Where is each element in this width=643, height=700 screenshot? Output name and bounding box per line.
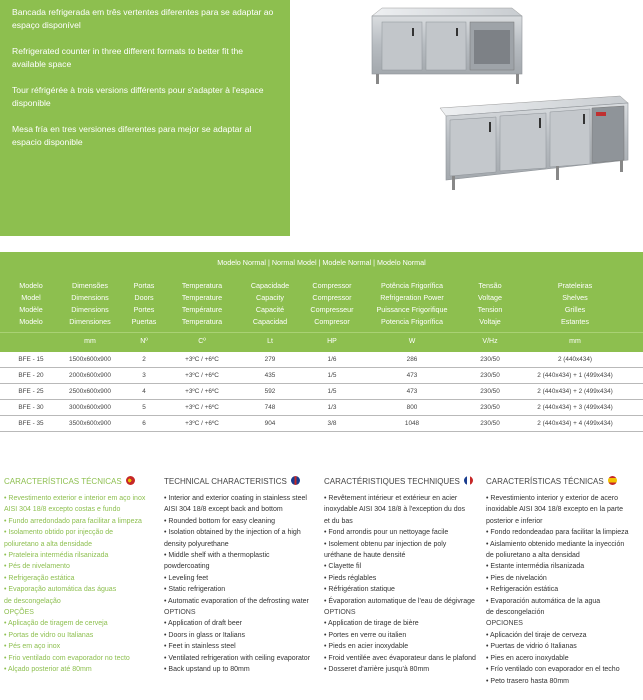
characteristic-item: de descongelação bbox=[4, 597, 61, 605]
characteristics-pt bbox=[4, 475, 160, 676]
characteristics-fr bbox=[324, 475, 480, 676]
table-cell: 230/50 bbox=[480, 372, 500, 379]
characteristics-es bbox=[486, 475, 642, 687]
large-counter bbox=[440, 96, 628, 190]
characteristic-item: • Isolation obtained by the injection of a high bbox=[164, 529, 301, 537]
spec-table bbox=[0, 252, 643, 432]
counter-illustration bbox=[290, 0, 643, 236]
characteristic-item: • Portes en verre ou italien bbox=[324, 631, 407, 639]
characteristic-item: • Frio ventilado com evaporador no tecto bbox=[4, 654, 130, 662]
characteristic-item: • Froid ventilée avec évaporateur dans le plafond bbox=[324, 654, 476, 662]
product-photos bbox=[290, 0, 643, 236]
table-header bbox=[0, 274, 643, 332]
table-cell: 2 (440x434) bbox=[557, 356, 593, 363]
unit-shelves: mm bbox=[569, 338, 581, 345]
table-cell: 1048 bbox=[404, 420, 420, 427]
characteristic-item: OPÇÕES bbox=[4, 609, 34, 617]
table-cell: 904 bbox=[264, 420, 276, 427]
table-body bbox=[0, 352, 643, 432]
characteristic-item: • Aplicação de tiragem de cerveja bbox=[4, 620, 108, 628]
characteristic-item: • Static refrigeration bbox=[164, 586, 226, 594]
characteristic-item: • Automatic evaporation of the defrosting water bbox=[164, 597, 309, 605]
header-voltage: Tensão Voltage Tension Voltaje bbox=[477, 281, 503, 326]
portugal-flag-icon bbox=[126, 476, 135, 485]
characteristic-item: • Back upstand up to 80mm bbox=[164, 666, 250, 674]
characteristic-item: • Leveling feet bbox=[164, 574, 209, 582]
characteristic-item: • Interior and exterior coating in stainless steel bbox=[164, 495, 307, 502]
characteristic-item: poliuretano a alta densidade bbox=[4, 540, 92, 548]
characteristics-en-title: TECHNICAL CHARACTERISTICS bbox=[164, 475, 320, 493]
header-capacity: Capacidade Capacity Capacité Capacidad bbox=[250, 281, 290, 326]
table-row bbox=[0, 400, 643, 416]
header-dimensions: Dimensões Dimensions Dimensions Dimensiones bbox=[69, 281, 111, 326]
unit-power: W bbox=[408, 338, 416, 345]
characteristic-item: density polyurethane bbox=[164, 540, 229, 548]
table-cell: 3/8 bbox=[327, 420, 337, 427]
table-cell: BFE - 35 bbox=[18, 420, 44, 427]
table-cell: 3 bbox=[142, 372, 146, 379]
characteristic-item: AISI 304 18/8 excepto costas e fundo bbox=[4, 506, 121, 514]
table-cell: 2 bbox=[142, 356, 146, 363]
table-cell: 2 (440x434) + 4 (499x434) bbox=[537, 420, 613, 427]
characteristic-item: OPTIONS bbox=[324, 609, 356, 617]
characteristic-item: • Fundo arredondado para facilitar a limpeza bbox=[4, 517, 142, 525]
table-cell: 5 bbox=[142, 404, 146, 411]
table-cell: 1500x600x900 bbox=[69, 356, 111, 363]
characteristic-item: • Alçado posterior até 80mm bbox=[4, 666, 92, 674]
table-cell: 230/50 bbox=[480, 420, 500, 427]
characteristic-item: • Revestimento exterior e interior em aço inox bbox=[4, 495, 146, 502]
characteristic-item: • Dosseret d'arrière jusqu'à 80mm bbox=[324, 666, 430, 674]
characteristic-item: inoxidable AISI 304 18/8 excepto en la parte bbox=[486, 506, 623, 514]
characteristic-item: posterior e inferior bbox=[486, 517, 543, 525]
characteristic-item: powdercoating bbox=[164, 563, 210, 571]
characteristic-item: • Revestimiento interior y exterior de acero bbox=[486, 495, 619, 502]
table-row bbox=[0, 368, 643, 384]
table-row bbox=[0, 384, 643, 400]
table-cell: 473 bbox=[406, 388, 418, 395]
unit-doors: Nº bbox=[140, 338, 148, 345]
table-cell: 3000x600x900 bbox=[69, 404, 111, 411]
characteristic-item: • Refrigeración estática bbox=[486, 586, 559, 594]
characteristic-item: • Prateleira intermédia rilsanizada bbox=[4, 552, 109, 560]
characteristic-item: de descongelación bbox=[486, 609, 545, 617]
characteristic-item: • Pés de nivelamento bbox=[4, 563, 70, 571]
characteristic-item: • Portas de vidro ou Italianas bbox=[4, 631, 94, 639]
table-cell: BFE - 15 bbox=[18, 356, 44, 363]
table-cell: 286 bbox=[406, 356, 418, 363]
characteristic-item: • Fond arrondis pour un nettoyage facile bbox=[324, 529, 449, 537]
table-cell: 279 bbox=[264, 356, 276, 363]
characteristic-item: • Clayette fil bbox=[324, 563, 362, 571]
table-cell: 1/3 bbox=[327, 404, 337, 411]
table-cell: +3ºC / +6ºC bbox=[185, 388, 219, 395]
characteristics-es-title: CARACTERÍSTICAS TÉCNICAS bbox=[486, 475, 642, 493]
table-cell: 2 (440x434) + 2 (499x434) bbox=[537, 388, 613, 395]
model-bar: Modelo Normal | Normal Model | Modele Normal | Modelo Normal bbox=[0, 252, 643, 274]
table-cell: 2 (440x434) + 1 (499x434) bbox=[537, 372, 613, 379]
characteristics-en bbox=[164, 475, 320, 676]
characteristic-item: • Pies en acero inoxydable bbox=[486, 654, 569, 662]
characteristic-item: • Aplicación del tiraje de cerveza bbox=[486, 631, 587, 639]
characteristic-item: • Revêtement intérieur et extérieur en acier bbox=[324, 495, 458, 502]
unit-voltage: V/Hz bbox=[482, 338, 498, 345]
characteristic-item: • Isolement obtenu par injection de poly bbox=[324, 540, 447, 548]
spain-flag-icon bbox=[608, 476, 617, 485]
characteristic-item: • Fondo redondeadao para facilitar la limpieza bbox=[486, 529, 629, 537]
table-cell: 4 bbox=[142, 388, 146, 395]
characteristic-item: • Refrigeração estática bbox=[4, 574, 75, 582]
table-cell: 435 bbox=[264, 372, 276, 379]
characteristic-item: • Evaporación automática de la agua bbox=[486, 597, 601, 605]
characteristic-item: • Évaporation automatique de l'eau de dégivrage bbox=[324, 597, 475, 605]
characteristic-item: AISI 304 18/8 except back and bottom bbox=[164, 506, 283, 514]
intro-panel bbox=[0, 0, 290, 236]
characteristic-item: • Pieds réglables bbox=[324, 574, 377, 582]
characteristic-item: • Réfrigération statique bbox=[324, 586, 395, 594]
characteristic-item: • Isolamento obtido por injecção de bbox=[4, 529, 114, 537]
header-doors: Portas Doors Portes Puertas bbox=[131, 281, 157, 326]
characteristic-item: • Puertas de vidrio ó Italianas bbox=[486, 643, 577, 651]
characteristic-item: inoxydable AISI 304 18/8 à l'exception du dos bbox=[324, 506, 466, 514]
intro-en: Refrigerated counter in three different formats to better fit the available space bbox=[12, 46, 244, 69]
small-counter bbox=[372, 8, 522, 84]
characteristic-item: • Ventilated refrigeration with ceiling evaporator bbox=[164, 654, 311, 662]
characteristic-item: • Peto trasero hasta 80mm bbox=[486, 677, 569, 685]
table-row bbox=[0, 416, 643, 432]
table-cell: 2500x600x900 bbox=[69, 388, 111, 395]
header-temperature: Temperatura Temperature Température Temperatura bbox=[181, 281, 223, 326]
unit-dimensions: mm bbox=[84, 338, 96, 345]
table-cell: BFE - 30 bbox=[18, 404, 44, 411]
table-cell: 473 bbox=[406, 372, 418, 379]
characteristics-fr-title: CARACTÉRISTIQUES TECHNIQUES bbox=[324, 475, 480, 493]
characteristics-pt-title: CARACTERÍSTICAS TÉCNICAS bbox=[4, 475, 160, 493]
table-cell: +3ºC / +6ºC bbox=[185, 356, 219, 363]
table-cell: 230/50 bbox=[480, 356, 500, 363]
table-cell: 230/50 bbox=[480, 388, 500, 395]
characteristic-item: OPCIONES bbox=[486, 620, 523, 628]
characteristic-item: et du bas bbox=[324, 517, 353, 525]
header-shelves: Prateleiras Shelves Grilles Estantes bbox=[557, 281, 593, 326]
table-row bbox=[0, 352, 643, 368]
characteristic-item: • Aislamiento obtenido mediante la inyección bbox=[486, 540, 625, 548]
table-cell: +3ºC / +6ºC bbox=[185, 372, 219, 379]
table-cell: +3ºC / +6ºC bbox=[185, 420, 219, 427]
characteristic-item: de poliuretano a alta densidad bbox=[486, 552, 580, 560]
characteristic-item: • Frío ventilado con evaporador en el techo bbox=[486, 666, 620, 674]
table-cell: 2000x600x900 bbox=[69, 372, 111, 379]
table-cell: 592 bbox=[264, 388, 276, 395]
characteristic-item: • Middle shelf with a thermoplastic bbox=[164, 552, 270, 560]
table-cell: 748 bbox=[264, 404, 276, 411]
table-cell: 230/50 bbox=[480, 404, 500, 411]
characteristic-item: • Doors in glass or Italians bbox=[164, 631, 246, 639]
unit-capacity: Lt bbox=[267, 338, 273, 345]
characteristic-item: • Application de tirage de bière bbox=[324, 620, 419, 628]
table-cell: 1/5 bbox=[327, 372, 337, 379]
characteristic-item: • Evaporação automática das águas bbox=[4, 586, 117, 594]
table-cell: 1/6 bbox=[327, 356, 337, 363]
unit-compressor: HP bbox=[327, 338, 337, 345]
characteristic-item: • Pieds en acier inoxydable bbox=[324, 643, 409, 651]
table-cell: BFE - 20 bbox=[18, 372, 44, 379]
characteristic-item: • Application of draft beer bbox=[164, 620, 242, 628]
table-cell: 3500x600x900 bbox=[69, 420, 111, 427]
characteristic-item: • Feet in stainless steel bbox=[164, 643, 236, 651]
unit-temperature: Cº bbox=[198, 338, 206, 345]
header-compressor: Compressor Compressor Compresseur Compresor bbox=[310, 281, 354, 326]
table-cell: 2 (440x434) + 3 (499x434) bbox=[537, 404, 613, 411]
intro-es: Mesa fría en tres versiones diferentes para mejor se adaptar al espacio disponible bbox=[12, 124, 252, 147]
intro-pt: Bancada refrigerada em três vertentes diferentes para se adaptar ao espaço disponível bbox=[12, 7, 274, 30]
characteristic-item: • Rounded bottom for easy cleaning bbox=[164, 517, 276, 525]
header-refrigeration-power: Potência Frigorífica Refrigeration Power Puissance Frigorifique Potencia Frigorífica bbox=[376, 281, 448, 326]
intro-fr: Tour réfrigérée à trois versions différents pour s'adapter à l'espace disponible bbox=[12, 85, 264, 108]
header-model: Modelo Model Modèle Modelo bbox=[19, 281, 43, 326]
table-cell: 1/5 bbox=[327, 388, 337, 395]
table-cell: 6 bbox=[142, 420, 146, 427]
table-cell: BFE - 25 bbox=[18, 388, 44, 395]
table-cell: 800 bbox=[406, 404, 418, 411]
uk-flag-icon bbox=[291, 476, 300, 485]
characteristic-item: • Pies de nivelación bbox=[486, 574, 547, 582]
france-flag-icon bbox=[464, 476, 473, 485]
characteristic-item: uréthane de haute densité bbox=[324, 552, 406, 560]
characteristic-item: • Pés em aço inox bbox=[4, 643, 61, 651]
units-row bbox=[0, 332, 643, 352]
characteristics-section bbox=[0, 475, 643, 700]
characteristic-item: OPTIONS bbox=[164, 609, 196, 617]
table-cell: +3ºC / +6ºC bbox=[185, 404, 219, 411]
characteristic-item: • Estante intermédia rilsanizada bbox=[486, 563, 585, 571]
